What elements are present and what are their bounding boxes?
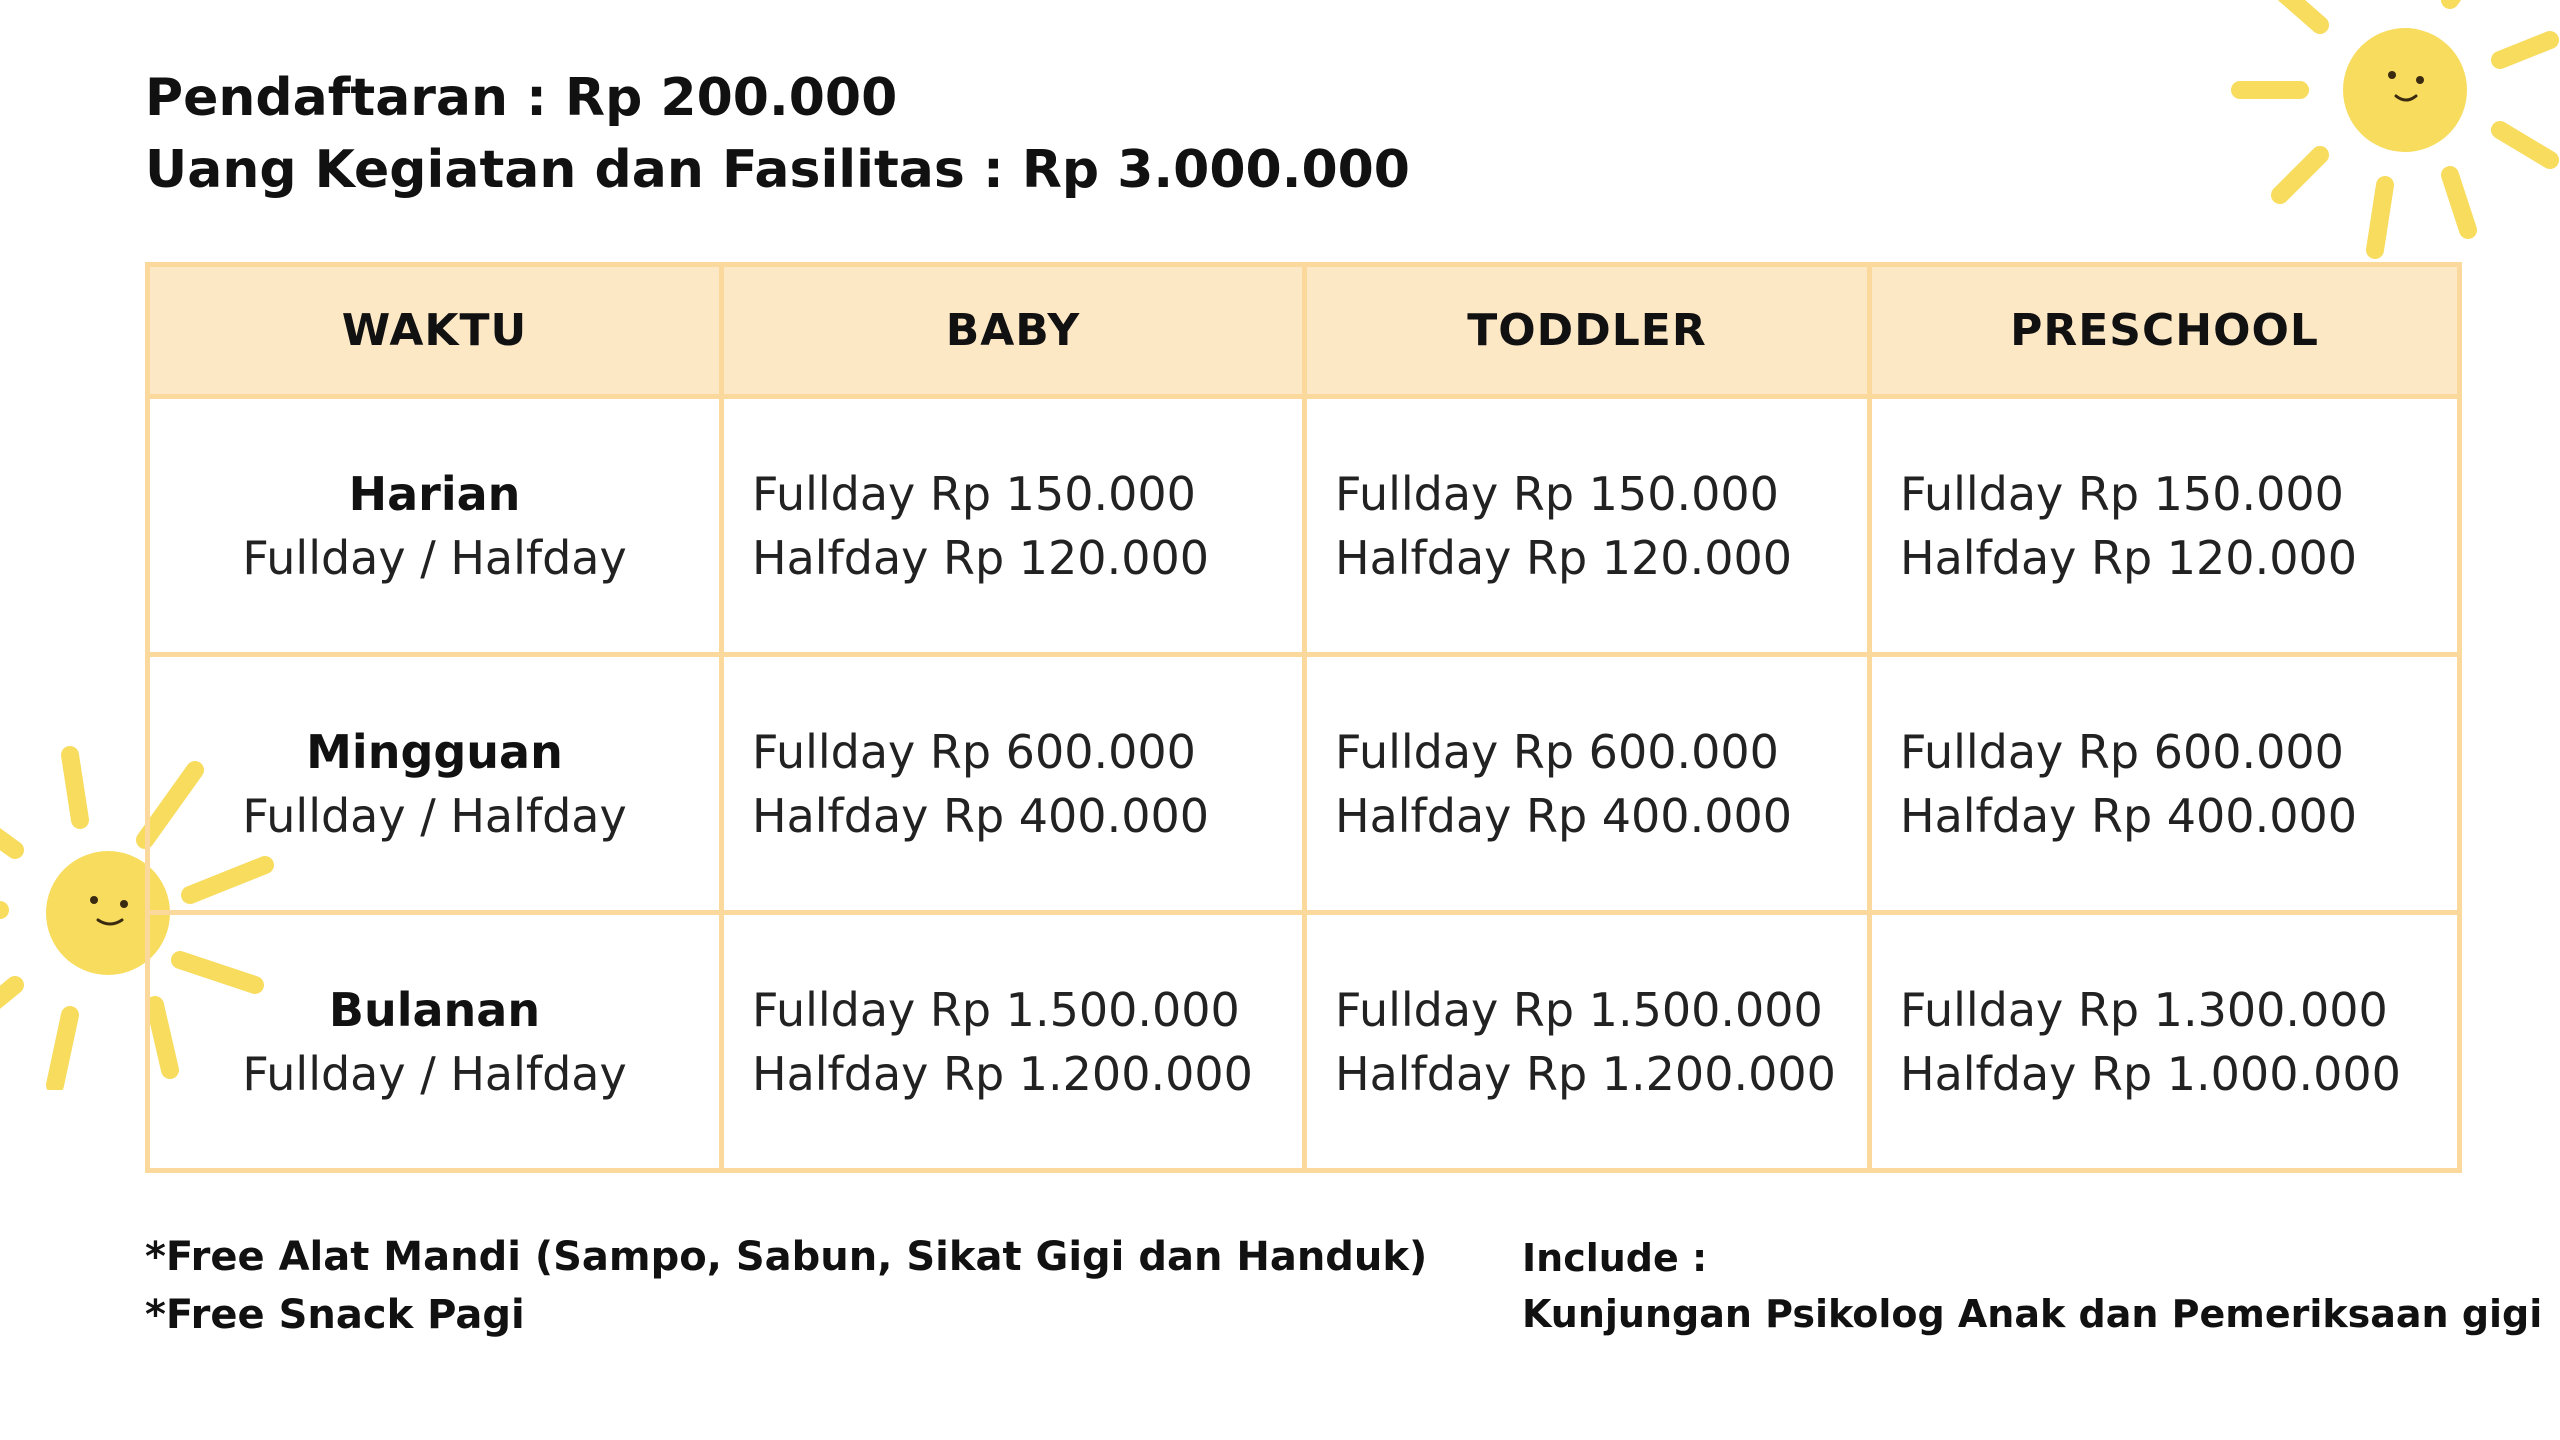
table-row bbox=[148, 655, 2460, 913]
period-cell bbox=[148, 913, 722, 1171]
free-notes bbox=[145, 1228, 1427, 1344]
price-cell-baby bbox=[722, 913, 1305, 1171]
sun-icon bbox=[2200, 0, 2560, 290]
halfday-price: Halfday Rp 120.000 bbox=[1900, 530, 2357, 585]
period-name: Bulanan bbox=[328, 982, 541, 1037]
header-baby: BABY bbox=[722, 265, 1305, 397]
price-cell-baby bbox=[722, 655, 1305, 913]
period-cell bbox=[148, 397, 722, 655]
price-cell-baby bbox=[722, 397, 1305, 655]
price-cell-preschool bbox=[1870, 655, 2460, 913]
fullday-price: Fullday Rp 150.000 bbox=[1335, 466, 1779, 521]
period-name: Mingguan bbox=[306, 724, 563, 779]
fullday-price: Fullday Rp 600.000 bbox=[752, 724, 1196, 779]
table-header-row bbox=[148, 265, 2460, 397]
halfday-price: Halfday Rp 400.000 bbox=[752, 788, 1209, 843]
registration-fee: Pendaftaran : Rp 200.000 bbox=[145, 68, 898, 128]
fullday-price: Fullday Rp 150.000 bbox=[752, 466, 1196, 521]
price-cell-toddler bbox=[1305, 397, 1870, 655]
activity-fee: Uang Kegiatan dan Fasilitas : Rp 3.000.000 bbox=[145, 140, 1410, 200]
free-snack-note: *Free Snack Pagi bbox=[145, 1292, 525, 1338]
table-row bbox=[148, 397, 2460, 655]
include-text: Kunjungan Psikolog Anak dan Pemeriksaan gigi bbox=[1522, 1292, 2543, 1336]
halfday-price: Halfday Rp 120.000 bbox=[1335, 530, 1792, 585]
fullday-price: Fullday Rp 600.000 bbox=[1335, 724, 1779, 779]
period-sub: Fullday / Halfday bbox=[242, 788, 627, 843]
halfday-price: Halfday Rp 400.000 bbox=[1900, 788, 2357, 843]
price-cell-preschool bbox=[1870, 397, 2460, 655]
fullday-price: Fullday Rp 1.500.000 bbox=[1335, 982, 1823, 1037]
price-cell-toddler bbox=[1305, 913, 1870, 1171]
halfday-price: Halfday Rp 1.200.000 bbox=[1335, 1046, 1836, 1101]
price-table bbox=[145, 262, 2462, 1173]
fullday-price: Fullday Rp 1.500.000 bbox=[752, 982, 1240, 1037]
halfday-price: Halfday Rp 1.000.000 bbox=[1900, 1046, 2401, 1101]
fee-summary bbox=[145, 62, 1410, 206]
header-toddler: TODDLER bbox=[1305, 265, 1870, 397]
period-sub: Fullday / Halfday bbox=[242, 530, 627, 585]
halfday-price: Halfday Rp 400.000 bbox=[1335, 788, 1792, 843]
fullday-price: Fullday Rp 150.000 bbox=[1900, 466, 2344, 521]
period-sub: Fullday / Halfday bbox=[242, 1046, 627, 1101]
header-preschool: PRESCHOOL bbox=[1870, 265, 2460, 397]
halfday-price: Halfday Rp 120.000 bbox=[752, 530, 1209, 585]
include-label: Include : bbox=[1522, 1236, 1708, 1280]
period-name: Harian bbox=[348, 466, 521, 521]
free-bath-note: *Free Alat Mandi (Sampo, Sabun, Sikat Gigi dan Handuk) bbox=[145, 1234, 1428, 1280]
fullday-price: Fullday Rp 1.300.000 bbox=[1900, 982, 2388, 1037]
table-row bbox=[148, 913, 2460, 1171]
period-cell bbox=[148, 655, 722, 913]
price-cell-toddler bbox=[1305, 655, 1870, 913]
fullday-price: Fullday Rp 600.000 bbox=[1900, 724, 2344, 779]
halfday-price: Halfday Rp 1.200.000 bbox=[752, 1046, 1253, 1101]
price-cell-preschool bbox=[1870, 913, 2460, 1171]
include-notes bbox=[1522, 1230, 2542, 1342]
header-waktu: WAKTU bbox=[148, 265, 722, 397]
